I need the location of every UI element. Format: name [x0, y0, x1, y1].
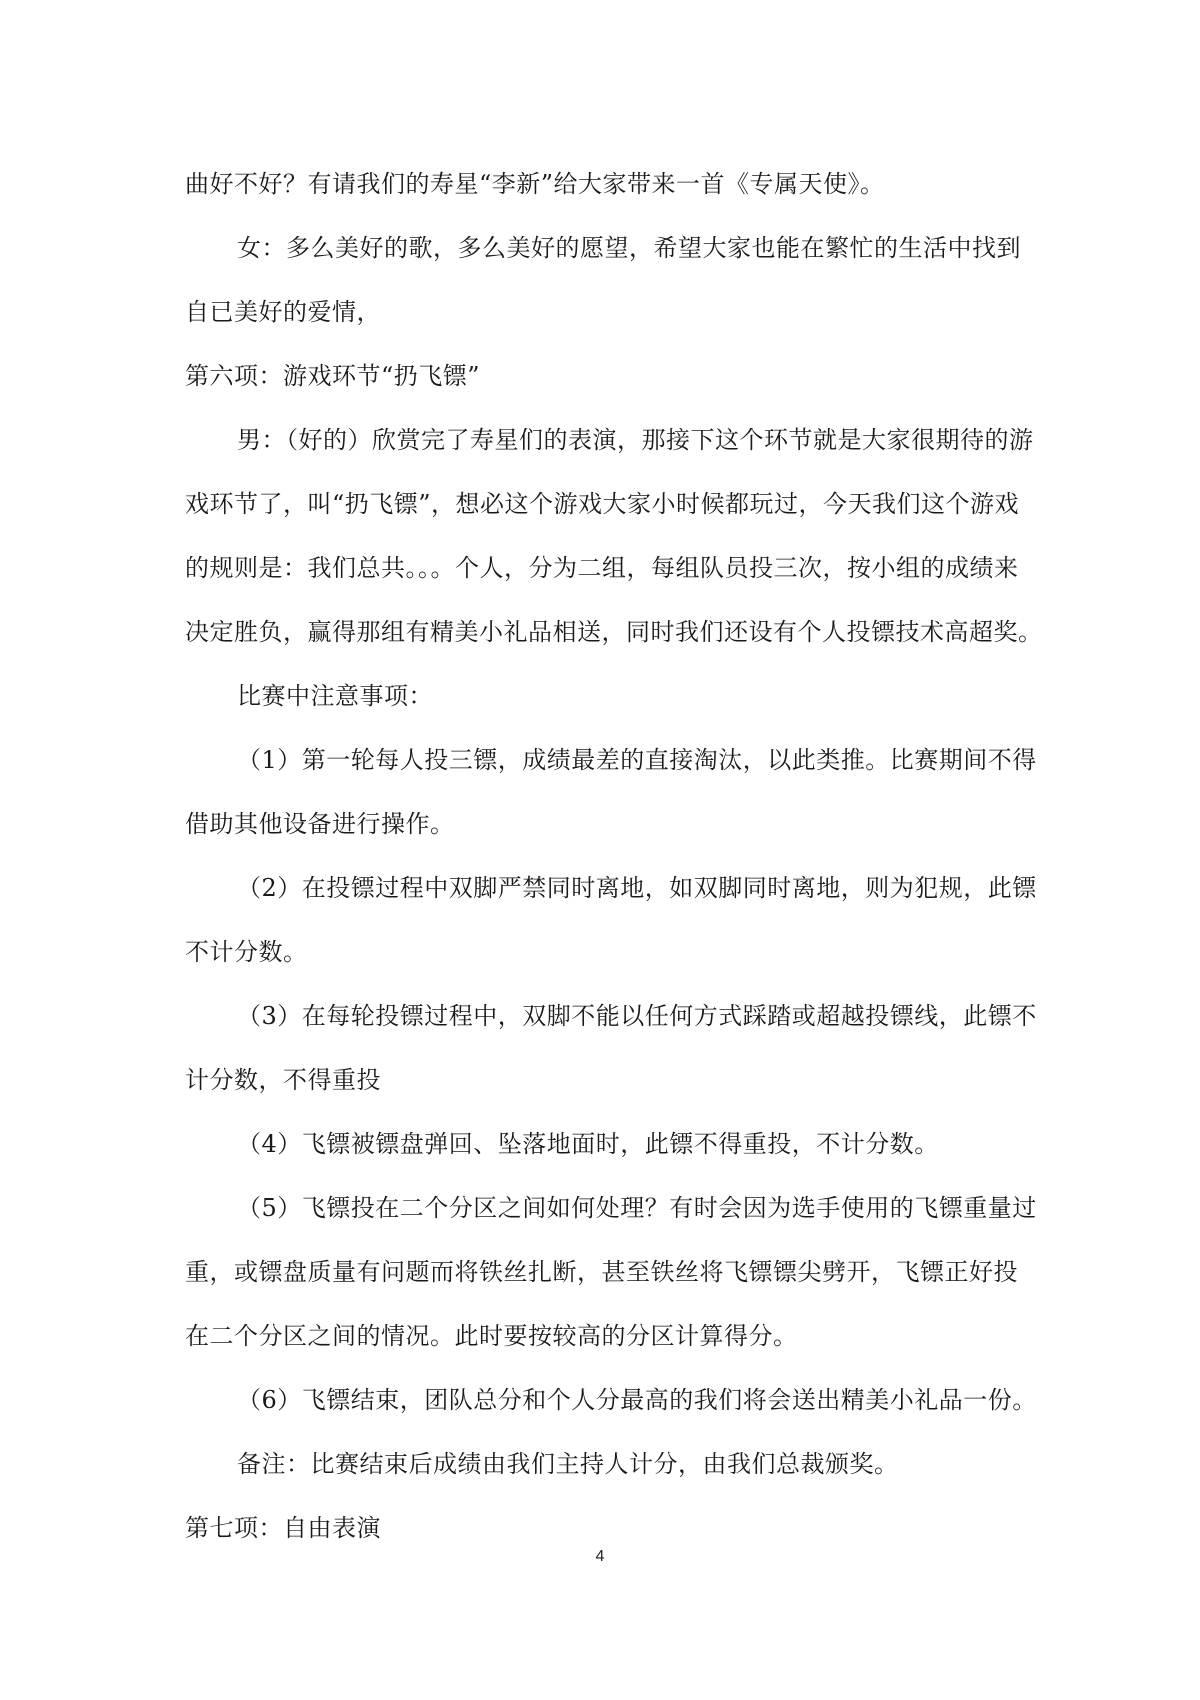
rule-item-1: （1）第一轮每人投三镖，成绩最差的直接淘汰，以此类推。比赛期间不得 — [237, 746, 1037, 774]
rule-item-6: （6）飞镖结束，团队总分和个人分最高的我们将会送出精美小礼品一份。 — [237, 1386, 1037, 1414]
paragraph-start-line: 男：（好的）欣赏完了寿星们的表演，那接下这个环节就是大家很期待的游 — [237, 426, 1034, 454]
text-line: 重，或镖盘质量有问题而将铁丝扎断，甚至铁丝将飞镖镖尖劈开，飞镖正好投 — [185, 1258, 1018, 1286]
text-line: 计分数，不得重投 — [185, 1066, 381, 1094]
text-line: 在二个分区之间的情况。此时要按较高的分区计算得分。 — [185, 1322, 798, 1350]
text-line: 曲好不好？有请我们的寿星“李新”给大家带来一首《专属天使》。 — [185, 170, 885, 198]
rule-item-4: （4）飞镖被镖盘弹回、坠落地面时，此镖不得重投，不计分数。 — [237, 1130, 939, 1158]
notes-heading: 比赛中注意事项： — [237, 682, 433, 710]
text-line: 的规则是：我们总共。。。个人，分为二组，每组队员投三次，按小组的成绩来 — [185, 554, 1019, 582]
paragraph-start-line: 女：多么美好的歌，多么美好的愿望，希望大家也能在繁忙的生活中找到 — [237, 234, 1021, 262]
section-heading: 第六项：游戏环节“扔飞镖” — [185, 362, 481, 390]
section-heading: 第七项：自由表演 — [185, 1514, 381, 1542]
rule-item-2: （2）在投镖过程中双脚严禁同时离地，如双脚同时离地，则为犯规，此镖 — [237, 874, 1037, 902]
text-line: 自已美好的爱情， — [185, 298, 381, 326]
text-line: 戏环节了，叫“扔飞镖”，想必这个游戏大家小时候都玩过，今天我们这个游戏 — [185, 490, 1020, 518]
text-line: 借助其他设备进行操作。 — [185, 810, 455, 838]
text-line: 不计分数。 — [185, 938, 308, 966]
text-line: 决定胜负，赢得那组有精美小礼品相送，同时我们还设有个人投镖技术高超奖。 — [185, 618, 1043, 646]
remark-line: 备注：比赛结束后成绩由我们主持人计分，由我们总裁颁奖。 — [237, 1450, 899, 1478]
document-body — [185, 152, 1043, 1560]
rule-item-3: （3）在每轮投镖过程中，双脚不能以任何方式踩踏或超越投镖线，此镖不 — [237, 1002, 1037, 1030]
page-number: 4 — [595, 1548, 605, 1565]
rule-item-5: （5）飞镖投在二个分区之间如何处理？有时会因为选手使用的飞镖重量过 — [237, 1194, 1037, 1222]
